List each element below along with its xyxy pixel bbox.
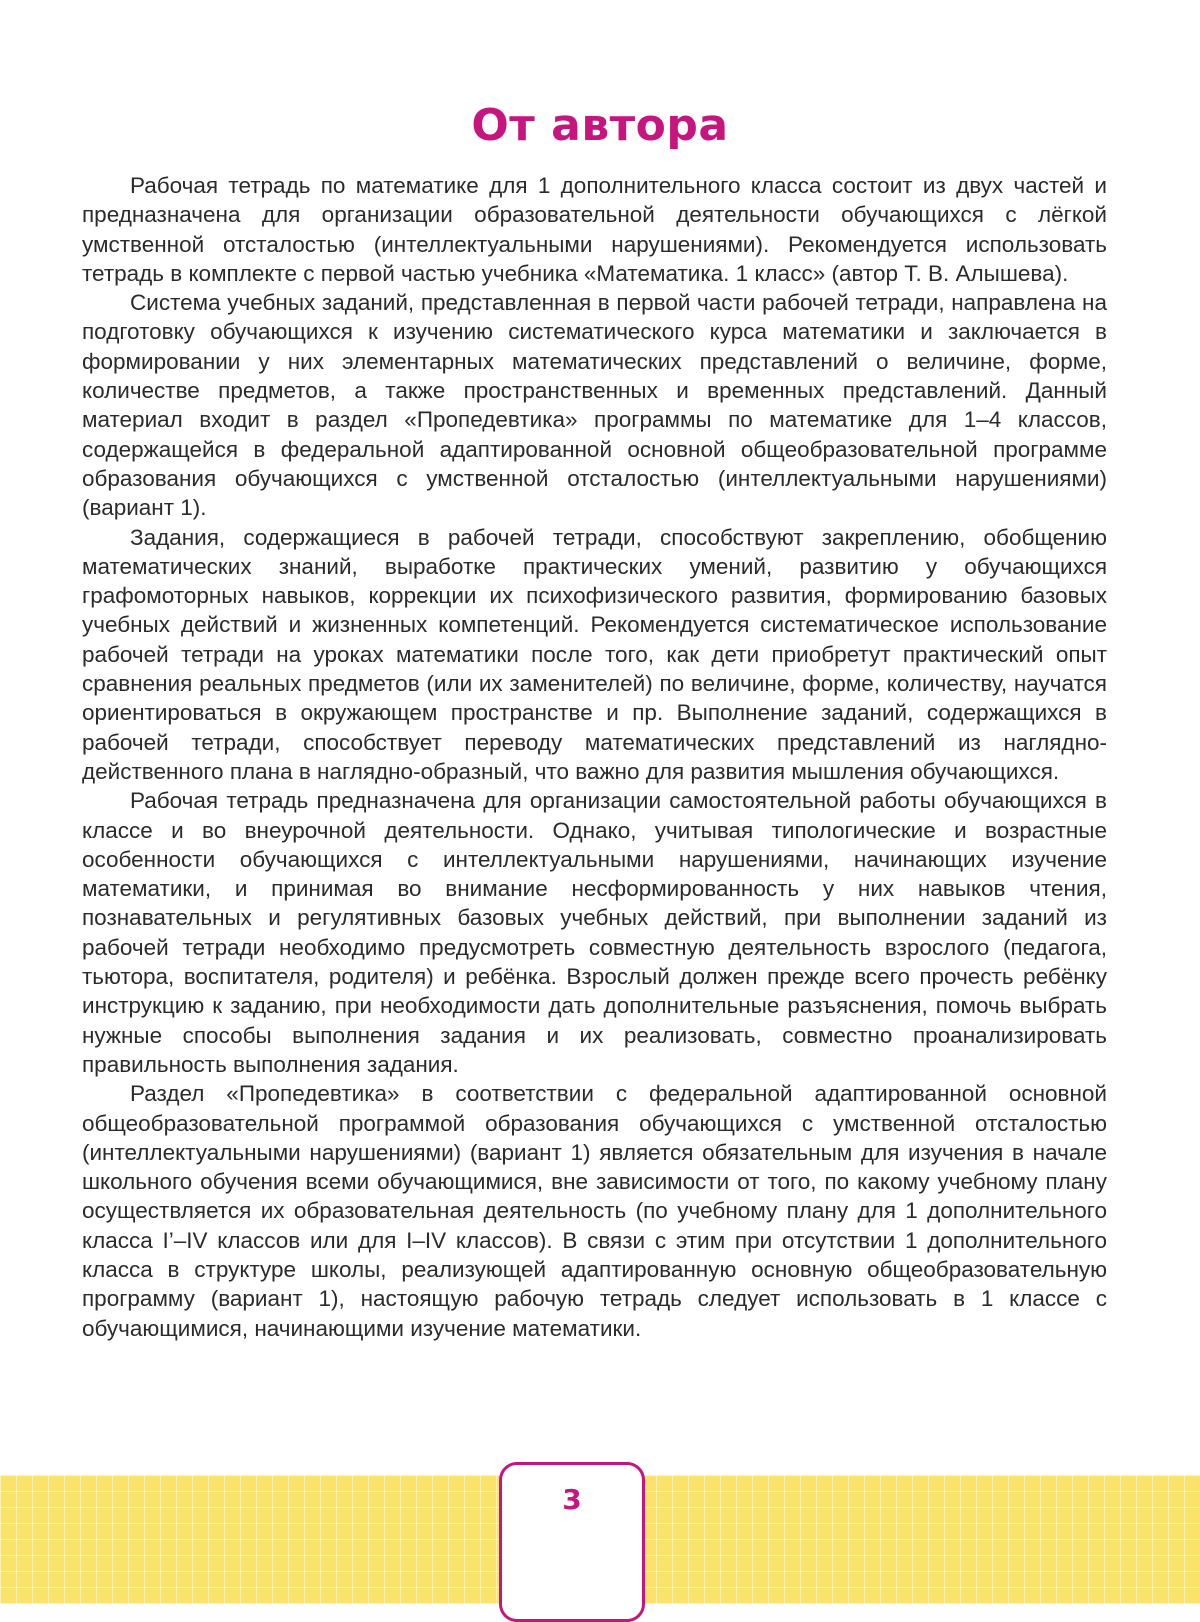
paragraph: Рабочая тетрадь по математике для 1 дополнительного класса состоит из двух частей и предназначена для организации образовательной деятельности обучающихся с лёгкой умственной отсталостью (интеллектуальными нарушениями). Рекомендуется использовать тетрадь в комплекте с первой частью учебника «Математика. 1 класс» (автор Т. В. Алышева).: [82, 173, 1107, 286]
paragraph: Рабочая тетрадь предназначена для организации самостоятельной работы обучающихся в классе и во внеурочной деятельности. Однако, учитывая типологические и возрастные особенности обучающихся с интеллектуальными нарушениями, начинающих изучение математики, и принимая во внимание несформированность у них навыков чтения, познавательных и регулятивных базовых учебных действий, при выполнении заданий из рабочей тетради необходимо предусмотреть совместную деятельность взрослого (педагога, тьютора, воспитателя, родителя) и ребёнка. Взрослый должен прежде всего прочесть ребёнку инструкцию к заданию, при необходимости дать дополнительные разъяснения, помочь выбрать нужные способы выполнения задания и их реализовать, совместно проанализировать правильность выполнения задания.: [82, 788, 1107, 1077]
paragraph: Система учебных заданий, представленная в первой части рабочей тетради, направлена на подготовку обучающихся к изучению систематического курса математики и заключается в формировании у них элементарных математических представлений о величине, форме, количестве предметов, а также пространственных и временных представлений. Данный материал входит в раздел «Пропедевтика» программы по математике для 1–4 классов, содержащейся в федеральной адаптированной основной общеобразовательной программе образования обучающихся с умственной отсталостью (интеллектуальными нарушениями) (вариант 1).: [82, 290, 1107, 521]
page-title: От автора: [471, 100, 729, 151]
paragraph: Задания, содержащиеся в рабочей тетради, способствуют закреплению, обобщению математических знаний, выработке практических умений, развитию у обучающихся графомоторных навыков, коррекции их психофизического развития, формированию базовых учебных действий и жизненных компетенций. Рекомендуется систематическое использование рабочей тетради на уроках математики после того, как дети приобретут практический опыт сравнения реальных предметов (или их заменителей) по величине, форме, количеству, научатся ориентироваться в окружающем пространстве и пр. Выполнение заданий, содержащихся в рабочей тетради, способствует переводу математических представлений из наглядно-действенного плана в наглядно-образный, что важно для развития мышления обучающихся.: [82, 524, 1107, 784]
paragraph: Раздел «Пропедевтика» в соответствии с федеральной адаптированной основной общеобразовательной программой образования обучающихся с умственной отсталостью (интеллектуальными нарушениями) (вариант 1) является обязательным для изучения в начале школьного обучения всеми обучающимися, вне зависимости от того, по какому учебному плану осуществляется их образовательная деятельность (по учебному плану для 1 дополнительного класса I’–IV классов или для I–IV классов). В связи с этим при отсутствии 1 дополнительного класса в структуре школы, реализующей адаптированную основную общеобразовательную программу (вариант 1), настоящую рабочую тетрадь следует использовать в 1 классе с обучающимися, начинающими изучение математики.: [82, 1081, 1107, 1341]
page-number-tab: [499, 1462, 645, 1622]
body-text: [82, 171, 1107, 1343]
page-number: 3: [562, 1483, 582, 1516]
